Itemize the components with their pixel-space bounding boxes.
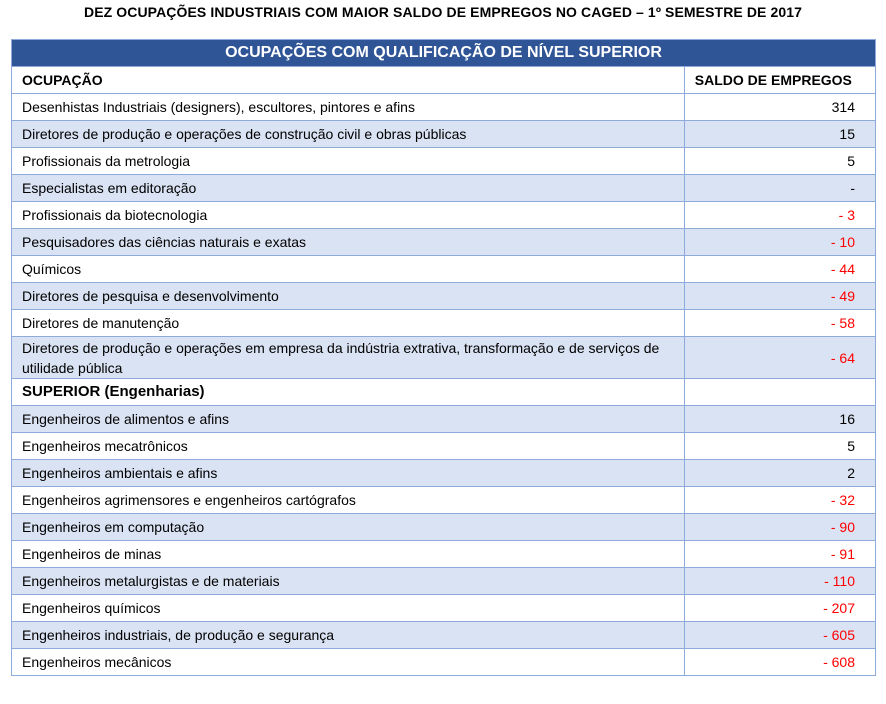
table-row (12, 283, 876, 310)
occupation-cell: Engenheiros de minas (12, 541, 685, 568)
balance-cell: - (684, 175, 875, 202)
balance-cell: - 58 (684, 310, 875, 337)
table-row (12, 175, 876, 202)
occupation-cell: Engenheiros de alimentos e afins (12, 406, 685, 433)
section-header-empty-cell (684, 379, 875, 406)
occupation-cell: Engenheiros em computação (12, 514, 685, 541)
table-row (12, 622, 876, 649)
occupation-cell: Engenheiros agrimensores e engenheiros cartógrafos (12, 487, 685, 514)
table-row (12, 487, 876, 514)
occupation-cell: Engenheiros mecânicos (12, 649, 685, 676)
occupation-cell: Engenheiros metalurgistas e de materiais (12, 568, 685, 595)
occupation-cell: Diretores de produção e operações em empresa da indústria extrativa, transformação e de serviços de utilidade pública (12, 337, 685, 379)
balance-cell: 314 (684, 94, 875, 121)
occupation-cell: Engenheiros químicos (12, 595, 685, 622)
balance-cell: - 608 (684, 649, 875, 676)
balance-cell: - 91 (684, 541, 875, 568)
balance-cell: 15 (684, 121, 875, 148)
balance-cell: - 3 (684, 202, 875, 229)
table-header-row (12, 67, 876, 94)
table-banner-row (12, 40, 876, 67)
table-row (12, 256, 876, 283)
balance-cell: - 605 (684, 622, 875, 649)
table-row (12, 595, 876, 622)
table-row (12, 568, 876, 595)
balance-cell: - 44 (684, 256, 875, 283)
occupation-cell: Profissionais da biotecnologia (12, 202, 685, 229)
occupation-cell: Engenheiros mecatrônicos (12, 433, 685, 460)
balance-cell: - 32 (684, 487, 875, 514)
occupation-cell: Profissionais da metrologia (12, 148, 685, 175)
table-banner: OCUPAÇÕES COM QUALIFICAÇÃO DE NÍVEL SUPERIOR (12, 40, 876, 67)
table-row (12, 460, 876, 487)
balance-column-header: SALDO DE EMPREGOS (684, 67, 875, 94)
balance-cell: - 207 (684, 595, 875, 622)
balance-cell: 2 (684, 460, 875, 487)
occupation-cell: Diretores de manutenção (12, 310, 685, 337)
occupations-table-body (12, 40, 876, 676)
occupation-cell: Engenheiros ambientais e afins (12, 460, 685, 487)
table-row (12, 229, 876, 256)
table-row (12, 433, 876, 460)
occupations-table (11, 39, 876, 676)
occupation-cell: Diretores de pesquisa e desenvolvimento (12, 283, 685, 310)
occupation-cell: Especialistas em editoração (12, 175, 685, 202)
table-row (12, 94, 876, 121)
balance-cell: - 110 (684, 568, 875, 595)
balance-cell: 16 (684, 406, 875, 433)
occupation-cell: Diretores de produção e operações de construção civil e obras públicas (12, 121, 685, 148)
balance-cell: 5 (684, 433, 875, 460)
balance-cell: - 10 (684, 229, 875, 256)
occupation-cell: Engenheiros industriais, de produção e segurança (12, 622, 685, 649)
balance-cell: - 90 (684, 514, 875, 541)
table-row (12, 406, 876, 433)
table-row (12, 337, 876, 379)
table-row (12, 514, 876, 541)
occupation-cell: Desenhistas Industriais (designers), escultores, pintores e afins (12, 94, 685, 121)
table-row (12, 649, 876, 676)
table-row (12, 121, 876, 148)
balance-cell: - 49 (684, 283, 875, 310)
section-header: SUPERIOR (Engenharias) (12, 379, 685, 406)
balance-cell: - 64 (684, 337, 875, 379)
section-header-row (12, 379, 876, 406)
occupation-cell: Pesquisadores das ciências naturais e exatas (12, 229, 685, 256)
table-row (12, 148, 876, 175)
table-row (12, 541, 876, 568)
page-title: DEZ OCUPAÇÕES INDUSTRIAIS COM MAIOR SALDO DE EMPREGOS NO CAGED – 1º SEMESTRE DE 2017 (83, 4, 803, 20)
table-row (12, 310, 876, 337)
table-row (12, 202, 876, 229)
balance-cell: 5 (684, 148, 875, 175)
occupation-column-header: OCUPAÇÃO (12, 67, 685, 94)
occupation-cell: Químicos (12, 256, 685, 283)
